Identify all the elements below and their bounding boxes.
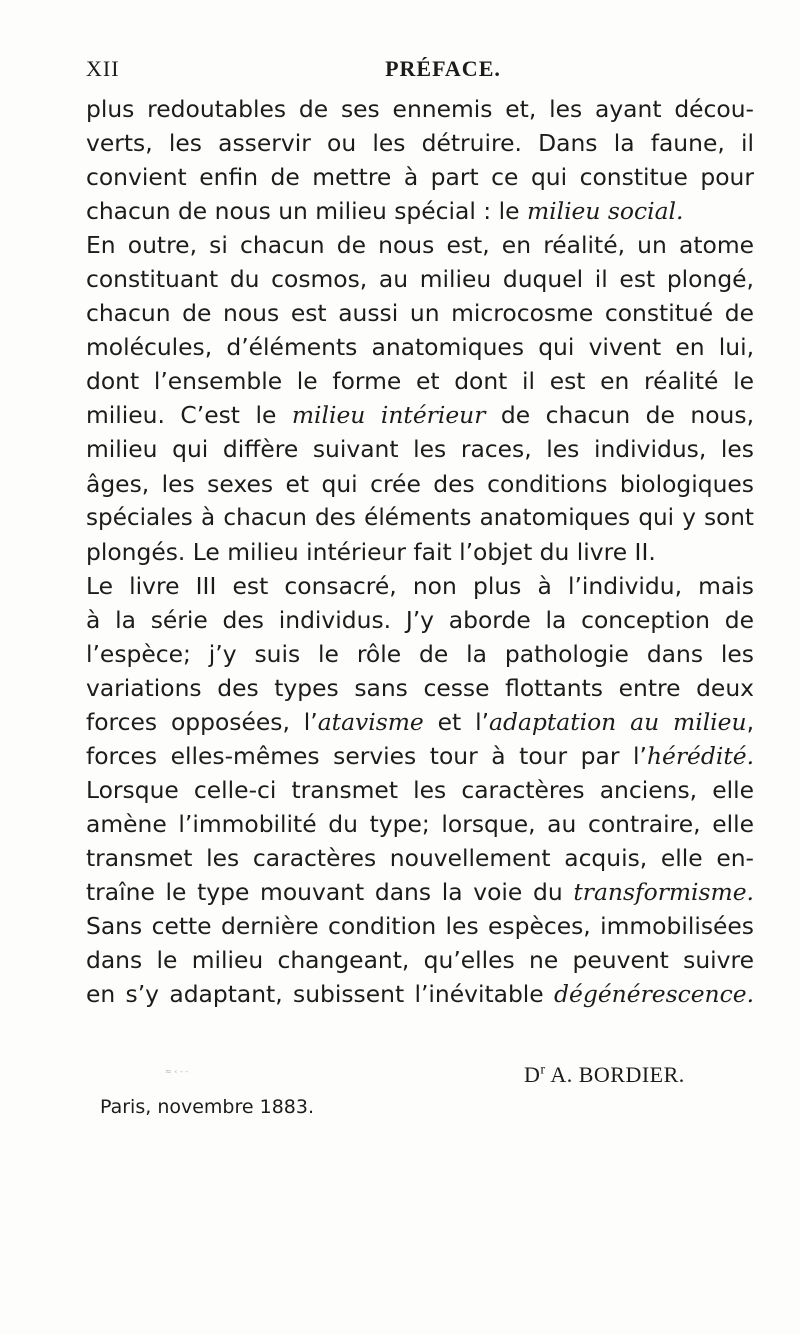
text-segment: molécules, d’éléments anatomiques qui vivent en lui, (86, 333, 754, 362)
text-line (86, 262, 754, 296)
text-line (86, 160, 754, 194)
text-segment: l’espèce; j’y suis le rôle de la pathologie dans les (86, 639, 754, 668)
text-line (86, 671, 754, 705)
text-line (86, 603, 754, 637)
text-line (86, 943, 754, 977)
italic-text: milieu intérieur (291, 401, 486, 430)
italic-text: transformisme. (573, 878, 754, 907)
text-segment: Sans cette dernière condition les espèces, immobilisées (86, 912, 754, 941)
text-segment: milieu qui diffère suivant les races, les individus, les (86, 435, 754, 464)
text-line (86, 92, 754, 126)
text-line (86, 773, 754, 807)
italic-text: adaptation au milieu (489, 707, 747, 736)
text-line (86, 705, 754, 739)
author-signature (524, 1062, 685, 1088)
text-segment: en s’y adaptant, subissent l’inévitable (86, 980, 555, 1009)
text-line (86, 637, 754, 671)
text-line (86, 126, 754, 160)
text-line (86, 194, 754, 228)
text-segment: , (746, 707, 754, 736)
text-segment: à la série des individus. J’y aborde la conception de (86, 605, 754, 634)
text-line (86, 535, 754, 569)
signature-title: D (524, 1062, 541, 1087)
running-title: PRÉFACE. (385, 56, 501, 81)
place-date-line: Paris, novembre 1883. (100, 1096, 315, 1118)
text-line (86, 977, 754, 1011)
text-segment: plus redoutables de ses ennemis et, les ayant décou- (86, 95, 754, 123)
text-line (86, 909, 754, 943)
text-line (86, 467, 754, 501)
signature-title-sup: r (540, 1062, 546, 1078)
italic-text: atavisme (317, 707, 424, 736)
svg-text:≈ ‹ ‐ ‐: ≈ ‹ ‐ ‐ (165, 1067, 189, 1076)
text-segment: traîne le type mouvant dans la voie du (86, 878, 574, 907)
text-segment: forces opposées, l’ (86, 707, 318, 736)
text-line (86, 841, 754, 875)
text-line (86, 569, 754, 603)
text-line (86, 739, 754, 773)
text-line (86, 807, 754, 841)
text-segment: Le livre III est consacré, non plus à l’individu, mais (86, 571, 754, 600)
text-segment: milieu. C’est le (86, 401, 292, 430)
text-line (86, 398, 754, 432)
text-segment: chacun de nous un milieu spécial : le (86, 197, 527, 226)
page-number: XII (86, 56, 120, 81)
running-header (86, 56, 760, 86)
text-segment: plongés. Le milieu intérieur fait l’objet du livre II. (86, 537, 656, 566)
text-line (86, 330, 754, 364)
text-line (86, 228, 754, 262)
italic-text: hérédité. (646, 741, 754, 770)
text-segment: En outre, si chacun de nous est, en réalité, un atome (86, 231, 754, 260)
library-stamp-mark (165, 1064, 199, 1078)
text-segment: convient enfin de mettre à part ce qui constitue pour (86, 163, 754, 192)
signature-name: A. BORDIER. (545, 1062, 685, 1087)
preface-body-text (86, 92, 754, 1011)
text-segment: et l’ (423, 707, 490, 736)
italic-text: milieu social. (526, 197, 684, 226)
text-segment: forces elles-mêmes servies tour à tour par l’ (86, 741, 647, 770)
text-line (86, 501, 754, 535)
text-segment: âges, les sexes et qui crée des conditions biologiques (86, 469, 754, 498)
text-segment: variations des types sans cesse flottants entre deux (86, 673, 754, 702)
text-line (86, 296, 754, 330)
text-segment: spéciales à chacun des éléments anatomiques qui y sont (86, 504, 754, 531)
text-segment: constituant du cosmos, au milieu duquel il est plongé, (86, 265, 754, 294)
text-segment: dans le milieu changeant, qu’elles ne peuvent suivre (86, 946, 754, 975)
text-segment: transmet les caractères nouvellement acquis, elle en- (86, 844, 754, 873)
text-segment: amène l’immobilité du type; lorsque, au contraire, elle (86, 809, 754, 838)
text-segment: dont l’ensemble le forme et dont il est en réalité le (86, 367, 754, 396)
text-line (86, 432, 754, 466)
text-segment: verts, les asservir ou les détruire. Dans la faune, il (86, 129, 754, 158)
text-line (86, 875, 754, 909)
text-segment: Lorsque celle-ci transmet les caractères anciens, elle (86, 775, 754, 804)
text-line (86, 364, 754, 398)
italic-text: dégénérescence. (554, 980, 754, 1009)
text-segment: chacun de nous est aussi un microcosme constitué de (86, 299, 754, 328)
text-segment: de chacun de nous, (485, 401, 754, 430)
